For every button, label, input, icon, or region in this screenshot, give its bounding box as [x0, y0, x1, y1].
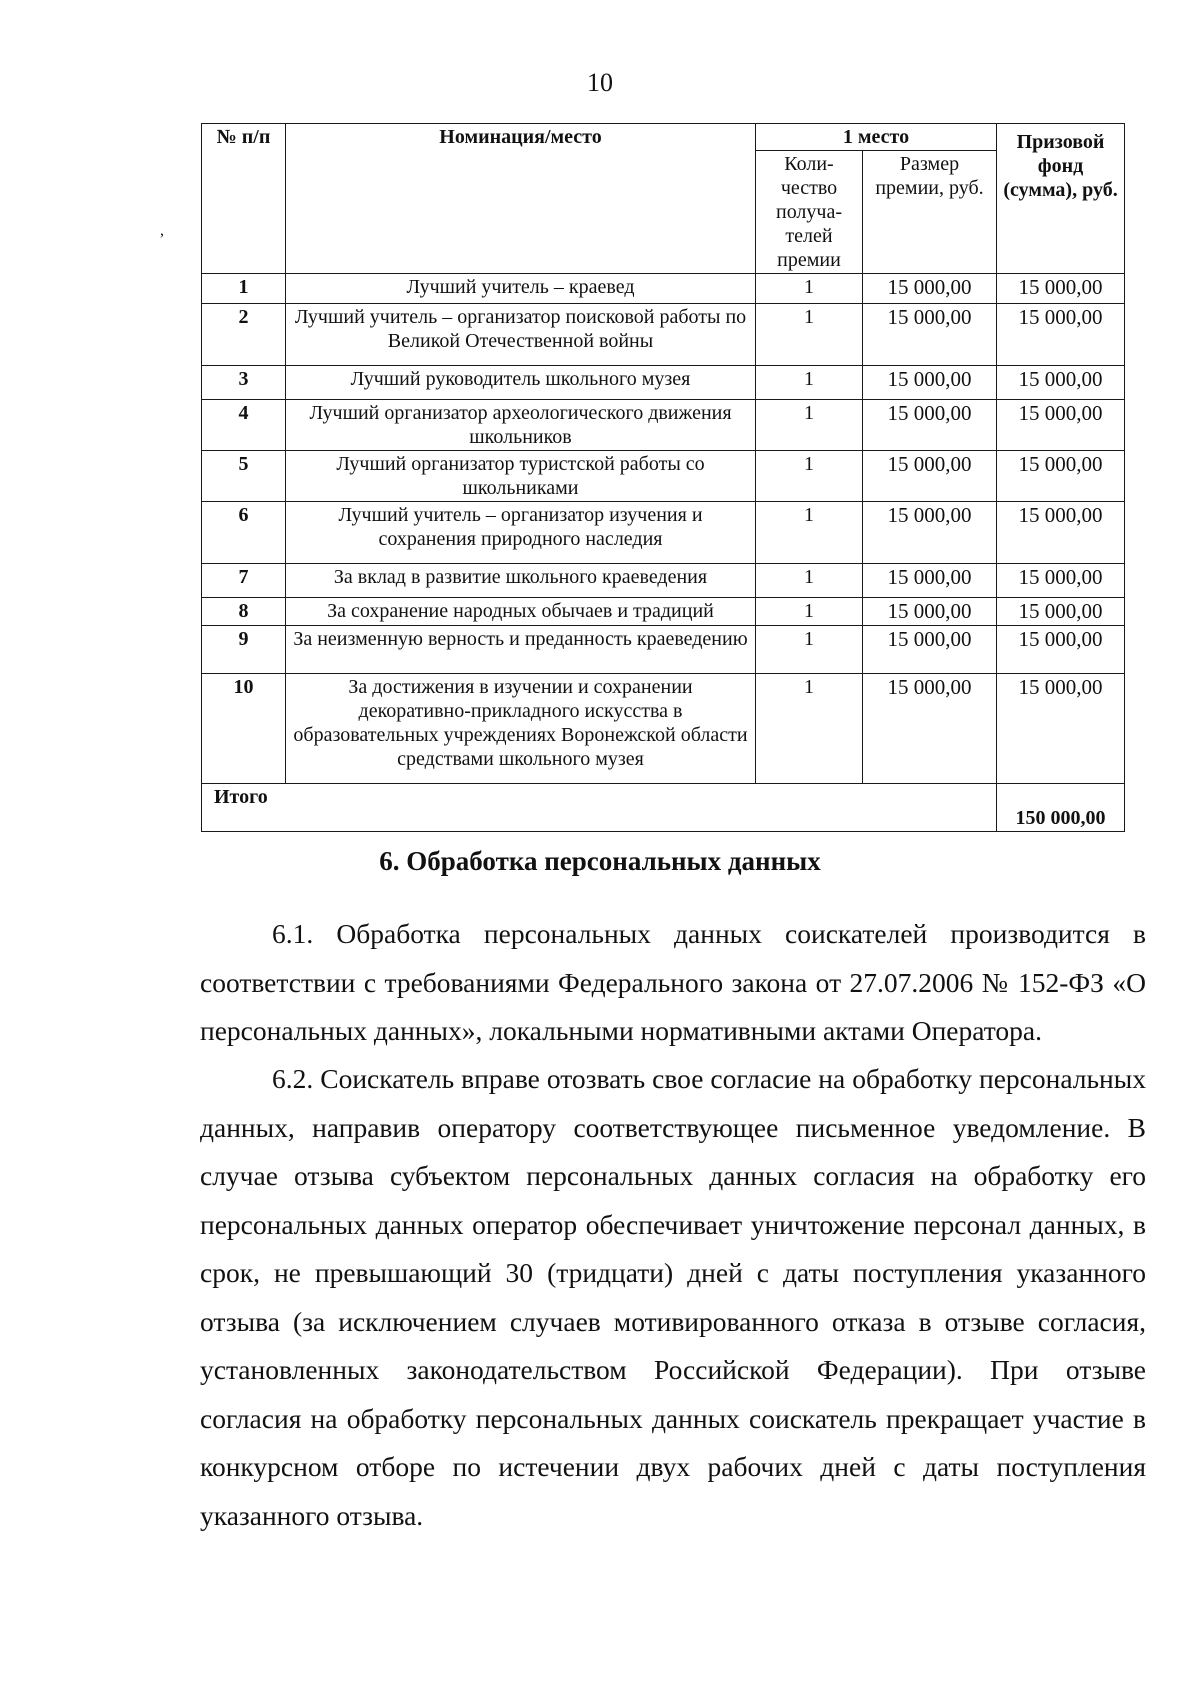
row-fund: 15 000,00	[997, 564, 1125, 598]
row-num: 2	[202, 304, 286, 366]
awards-table	[201, 123, 1125, 832]
row-amount: 15 000,00	[863, 451, 997, 502]
paragraph-6-1: 6.1. Обработка персональных данных соискателей производится в соответствии с требованиями Федерального закона от 27.07.2006 № 152-ФЗ «О персональных данных», локальными нормативными актами Оператора.	[200, 918, 1146, 1046]
row-nomination: Лучший организатор археологического движения школьников	[286, 400, 756, 451]
row-nomination: За достижения в изучении и сохранении декоративно-прикладного искусства в образовательных учреждениях Воронежской области средствами школьного музея	[286, 674, 756, 784]
row-num: 7	[202, 564, 286, 598]
row-amount: 15 000,00	[863, 626, 997, 674]
row-count: 1	[756, 674, 863, 784]
row-amount: 15 000,00	[863, 304, 997, 366]
row-num: 5	[202, 451, 286, 502]
row-count: 1	[756, 366, 863, 400]
header-count: Коли-чество получа-телей премии	[756, 151, 863, 274]
row-fund: 15 000,00	[997, 598, 1125, 626]
row-num: 10	[202, 674, 286, 784]
row-count: 1	[756, 502, 863, 564]
row-fund: 15 000,00	[997, 400, 1125, 451]
row-fund: 15 000,00	[997, 502, 1125, 564]
row-amount: 15 000,00	[863, 674, 997, 784]
row-num: 6	[202, 502, 286, 564]
margin-mark: ,	[160, 222, 164, 239]
row-nomination: Лучший учитель – организатор поисковой работы по Великой Отечественной войны	[286, 304, 756, 366]
table-row	[202, 451, 1125, 502]
row-fund: 15 000,00	[997, 451, 1125, 502]
row-fund: 15 000,00	[997, 304, 1125, 366]
row-fund: 15 000,00	[997, 366, 1125, 400]
row-num: 4	[202, 400, 286, 451]
row-num: 1	[202, 274, 286, 304]
row-num: 9	[202, 626, 286, 674]
row-count: 1	[756, 626, 863, 674]
table-row	[202, 626, 1125, 674]
header-amount: Размер премии, руб.	[863, 151, 997, 274]
row-num: 8	[202, 598, 286, 626]
table-row	[202, 304, 1125, 366]
row-fund: 15 000,00	[997, 626, 1125, 674]
row-num: 3	[202, 366, 286, 400]
table-row	[202, 674, 1125, 784]
row-count: 1	[756, 304, 863, 366]
row-nomination: Лучший учитель – краевед	[286, 274, 756, 304]
total-row	[202, 784, 1125, 832]
header-fund: Призовой фонд (сумма), руб.	[997, 124, 1125, 274]
header-num: № п/п	[202, 124, 286, 274]
row-fund: 15 000,00	[997, 674, 1125, 784]
row-count: 1	[756, 400, 863, 451]
section-heading: 6. Обработка персональных данных	[379, 846, 821, 876]
total-value: 150 000,00	[997, 784, 1125, 832]
row-amount: 15 000,00	[863, 598, 997, 626]
row-nomination: За неизменную верность и преданность краеведению	[286, 626, 756, 674]
page-number: 10	[587, 68, 613, 97]
table-row	[202, 564, 1125, 598]
row-amount: 15 000,00	[863, 502, 997, 564]
table-row	[202, 598, 1125, 626]
table-row	[202, 366, 1125, 400]
row-amount: 15 000,00	[863, 400, 997, 451]
row-nomination: Лучший учитель – организатор изучения и сохранения природного наследия	[286, 502, 756, 564]
row-amount: 15 000,00	[863, 366, 997, 400]
row-count: 1	[756, 274, 863, 304]
row-count: 1	[756, 451, 863, 502]
paragraph-6-2: 6.2. Соискатель вправе отозвать свое согласие на обработку персональных данных, направив оператору соответствующее письменное уведомление. В случае отзыва субъектом персональных данных согласия на обработку его персональных данных оператор обеспечивает уничтожение персонал данных, в срок, не превышающий 30 (тридцати) дней с даты поступления указанного отзыва (за исключением случаев мотивированного отказа в отзыве согласия, установленных законодательством Российской Федерации). При отзыве согласия на обработку персональных данных соискатель прекращает участие в конкурсном отборе по истечении двух рабочих дней с даты поступления указанного отзыва.	[200, 1063, 1146, 1531]
table-row	[202, 502, 1125, 564]
header-nomination: Номинация/место	[286, 124, 756, 274]
row-fund: 15 000,00	[997, 274, 1125, 304]
row-amount: 15 000,00	[863, 274, 997, 304]
row-count: 1	[756, 598, 863, 626]
row-nomination: За вклад в развитие школьного краеведения	[286, 564, 756, 598]
row-count: 1	[756, 564, 863, 598]
table-row	[202, 274, 1125, 304]
total-label: Итого	[202, 784, 997, 832]
row-nomination: Лучший организатор туристской работы со школьниками	[286, 451, 756, 502]
row-nomination: Лучший руководитель школьного музея	[286, 366, 756, 400]
header-place: 1 место	[756, 124, 997, 151]
row-amount: 15 000,00	[863, 564, 997, 598]
table-row	[202, 400, 1125, 451]
row-nomination: За сохранение народных обычаев и традиций	[286, 598, 756, 626]
